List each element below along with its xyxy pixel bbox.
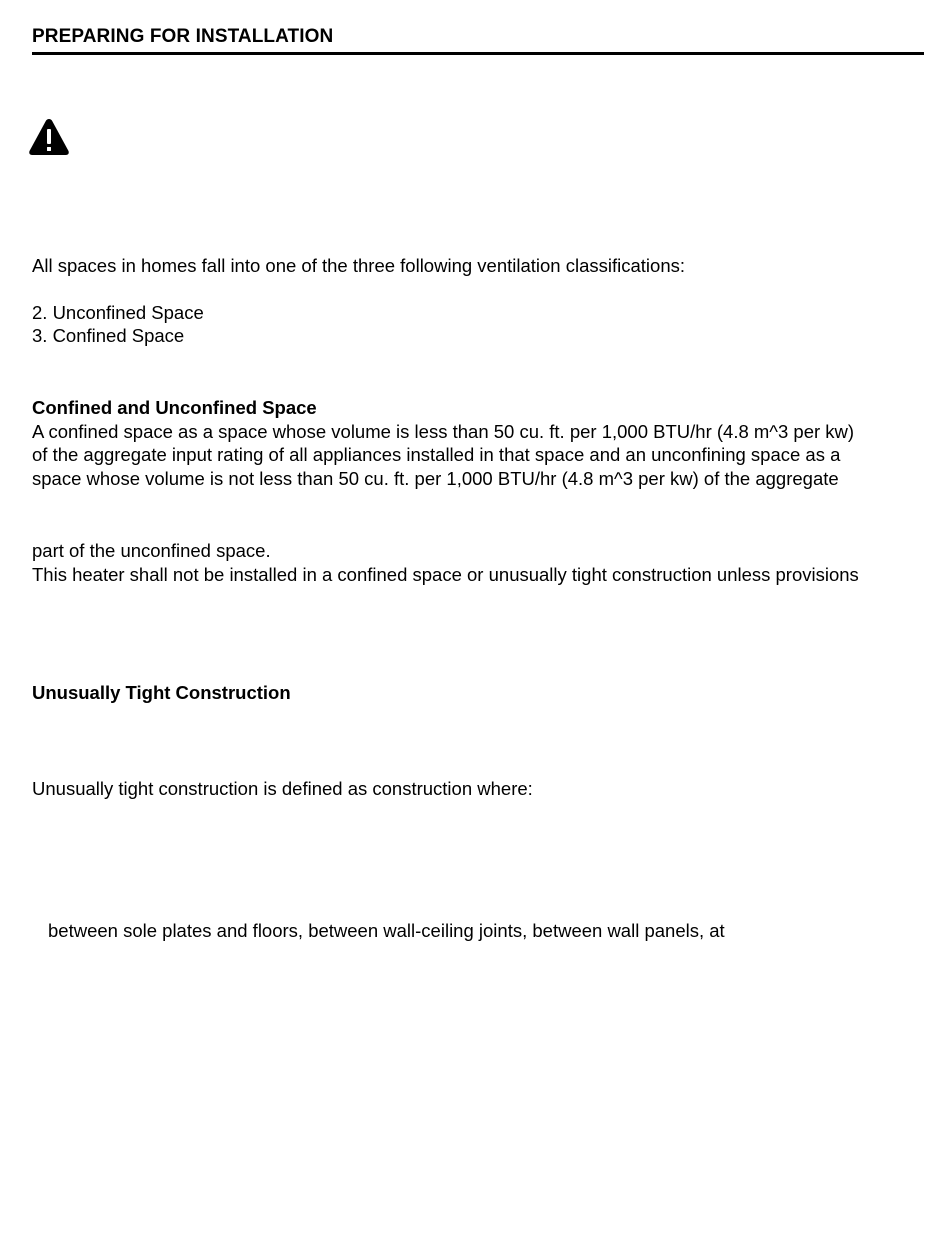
title-rule <box>32 52 924 55</box>
warning-triangle-icon <box>28 117 70 157</box>
intro-text: All spaces in homes fall into one of the three following ventilation classifications: <box>32 255 685 276</box>
tight-construction-definition: Unusually tight construction is defined as construction where: <box>32 778 533 799</box>
confined-space-heading: Confined and Unconfined Space <box>32 397 317 418</box>
confined-space-text-line: This heater shall not be installed in a confined space or unusually tight construction unless provisions <box>32 564 859 585</box>
confined-space-text-line: space whose volume is not less than 50 cu. ft. per 1,000 BTU/hr (4.8 m^3 per kw) of the aggregate <box>32 468 839 489</box>
tight-construction-heading: Unusually Tight Construction <box>32 682 291 703</box>
page-title: PREPARING FOR INSTALLATION <box>32 26 334 47</box>
classification-item: 3. Confined Space <box>32 325 185 346</box>
tight-construction-item-line: between sole plates and floors, between wall-ceiling joints, between wall panels, at <box>48 920 725 941</box>
classification-item: 2. Unconfined Space <box>32 302 204 323</box>
confined-space-text-line: of the aggregate input rating of all appliances installed in that space and an unconfining space as a <box>32 444 841 465</box>
confined-space-text-line: A confined space as a space whose volume is less than 50 cu. ft. per 1,000 BTU/hr (4.8 m^3 per kw) <box>32 421 855 442</box>
confined-space-text-line: part of the unconfined space. <box>32 540 271 561</box>
